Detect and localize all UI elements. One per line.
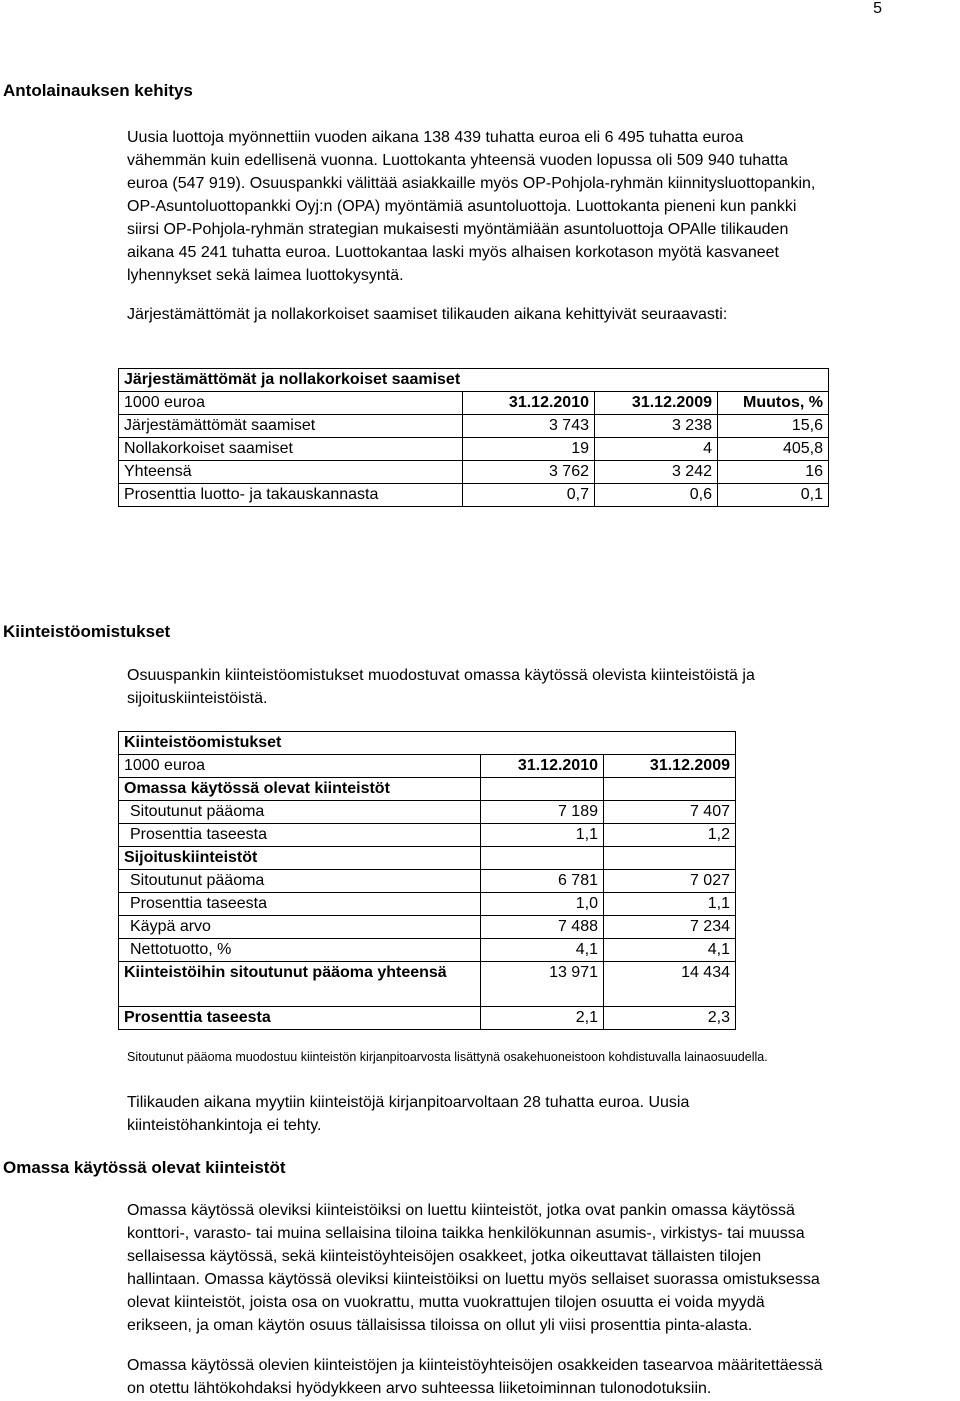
cell-value: 19 [463,438,595,461]
row-label: Prosenttia taseesta [119,893,481,916]
paragraph-line: aikana 45 241 tuhatta euroa. Luottokantaa laski myös alhaisen korkotason myötä kasvaneet [127,244,779,261]
cell-value: 3 238 [595,415,718,438]
row-label: Nollakorkoiset saamiset [119,438,463,461]
row-label: Sitoutunut pääoma [119,801,481,824]
cell-value: 7 189 [481,801,604,824]
table-row [119,916,736,939]
cell-value: 13 971 [481,962,604,1007]
cell-value: 2,3 [604,1007,736,1030]
group-heading-investment: Sijoituskiinteistöt [119,847,481,870]
paragraph-line: erikseen, ja oman käytön osuus tällaisissa tiloissa on ollut yli viisi prosenttia pinta-alasta. [127,1317,753,1334]
cell-value: 4,1 [604,939,736,962]
section-heading-kiinteistoomistukset: Kiinteistöomistukset [3,622,171,641]
row-label: Prosenttia taseesta [119,824,481,847]
cell-value: 7 407 [604,801,736,824]
cell-value: 4 [595,438,718,461]
cell-value: 6 781 [481,870,604,893]
paragraph-line: siirsi OP-Pohjola-ryhmän strategian mukaisesti myöntämiään asuntoluottoja OPAlle tilikauden [127,221,789,238]
paragraph-line: kiinteistöhankintoja ei tehty. [127,1117,322,1134]
page-number: 5 [873,0,882,17]
table-row [119,801,736,824]
table1-header-change: Muutos, % [718,392,829,415]
table-row [119,1007,736,1030]
table2-header-2010: 31.12.2010 [481,755,604,778]
paragraph-line: on otettu lähtökohdaksi hyödykkeen arvo suhteessa liiketoiminnan tulonodotuksiin. [127,1380,712,1397]
table1-header-2010: 31.12.2010 [463,392,595,415]
cell-value: 3 242 [595,461,718,484]
cell-value: 7 234 [604,916,736,939]
paragraph-line: vähemmän kuin edellisenä vuonna. Luottokanta yhteensä vuoden lopussa oli 509 940 tuhatta [127,152,788,169]
row-label: Käypä arvo [119,916,481,939]
cell-value: 3 762 [463,461,595,484]
group-heading-own-use: Omassa käytössä olevat kiinteistöt [119,778,481,801]
cell-value: 7 488 [481,916,604,939]
paragraph-line: OP-Asuntoluottopankki Oyj:n (OPA) myöntämiä asuntoluottoja. Luottokanta pieneni kun pankki [127,198,797,215]
paragraph-line: Tilikauden aikana myytiin kiinteistöjä kirjanpitoarvoltaan 28 tuhatta euroa. Uusia [127,1094,690,1111]
table2-header-2009: 31.12.2009 [604,755,736,778]
nonperforming-receivables-table [118,368,829,507]
row-label: Prosenttia luotto- ja takauskannasta [119,484,463,507]
table-row [119,824,736,847]
table-row [119,438,829,461]
section-heading-own-use: Omassa käytössä olevat kiinteistöt [3,1158,286,1177]
cell-value: 0,7 [463,484,595,507]
cell-value: 16 [718,461,829,484]
table2-unit: 1000 euroa [119,755,481,778]
cell-value: 1,1 [604,893,736,916]
table-row [119,870,736,893]
table1-unit: 1000 euroa [119,392,463,415]
cell-value: 0,1 [718,484,829,507]
row-label: Yhteensä [119,461,463,484]
row-label: Järjestämättömät saamiset [119,415,463,438]
row-label: Nettotuotto, % [119,939,481,962]
cell-value: 7 027 [604,870,736,893]
total-label: Kiinteistöihin sitoutunut pääoma yhteensä [119,962,481,1007]
sale-paragraph [127,1091,959,1137]
cell-value: 3 743 [463,415,595,438]
paragraph-line: sijoituskiinteistöistä. [127,690,268,707]
paragraph-line: sellaisessa käytössä, sekä kiinteistöyhteisöjen osakkeet, jotka oikeuttavat tällaisten tilojen [127,1248,762,1265]
table-row [119,415,829,438]
paragraph-line: Omassa käytössä oleviksi kiinteistöiksi on luettu kiinteistöt, jotka ovat pankin omassa käytössä [127,1202,795,1219]
table-row [119,484,829,507]
cell-value: 405,8 [718,438,829,461]
table-row [119,962,736,1007]
paragraph-line: konttori-, varasto- tai muina sellaisina tiloina taikka henkilökunnan asumis-, virkistys- tai muussa [127,1225,805,1242]
footnote: Sitoutunut pääoma muodostuu kiinteistön kirjanpitoarvosta lisättynä osakehuoneistoon kohdistuvalla lainaosuudella. [127,1050,768,1064]
paragraph-line: Uusia luottoja myönnettiin vuoden aikana 138 439 tuhatta euroa eli 6 495 tuhatta euroa [127,129,744,146]
cell-value: 1,1 [481,824,604,847]
table-row [119,893,736,916]
paragraph-line: Omassa käytössä olevien kiinteistöjen ja kiinteistöyhteisöjen osakkeiden tasearvoa määritettäessä [127,1357,823,1374]
cell-value: 14 434 [604,962,736,1007]
table-row [119,939,736,962]
cell-value: 1,2 [604,824,736,847]
row-label: Sitoutunut pääoma [119,870,481,893]
section-heading-antolainaus: Antolainauksen kehitys [3,81,193,100]
receivables-intro: Järjestämättömät ja nollakorkoiset saamiset tilikauden aikana kehittyivät seuraavasti: [127,306,728,323]
cell-value: 15,6 [718,415,829,438]
table1-header-2009: 31.12.2009 [595,392,718,415]
paragraph-line: euroa (547 919). Osuuspankki välittää asiakkaille myös OP-Pohjola-ryhmän kiinnitysluottopankin, [127,175,816,192]
row-label: Prosenttia taseesta [119,1007,481,1030]
paragraph-line: hallintaan. Omassa käytössä oleviksi kiinteistöiksi on luettu myös sellaiset suorassa omistuksessa [127,1271,820,1288]
table1-title: Järjestämättömät ja nollakorkoiset saamiset [119,369,829,392]
lending-paragraph [127,126,959,287]
cell-value: 4,1 [481,939,604,962]
table-row [119,461,829,484]
paragraph-line: lyhennykset sekä laimea luottokysyntä. [127,267,404,284]
property-paragraph [127,664,959,710]
table2-title: Kiinteistöomistukset [119,732,736,755]
paragraph-line: olevat kiinteistöt, joista osa on vuokrattu, mutta vuokrattujen tilojen osuutta ei voida myydä [127,1294,765,1311]
property-holdings-table [118,731,736,1030]
paragraph-line: Osuuspankin kiinteistöomistukset muodostuvat omassa käytössä olevista kiinteistöistä ja [127,667,755,684]
cell-value: 0,6 [595,484,718,507]
cell-value: 1,0 [481,893,604,916]
cell-value: 2,1 [481,1007,604,1030]
own-use-paragraph-1 [127,1199,959,1337]
own-use-paragraph-2 [127,1354,959,1400]
